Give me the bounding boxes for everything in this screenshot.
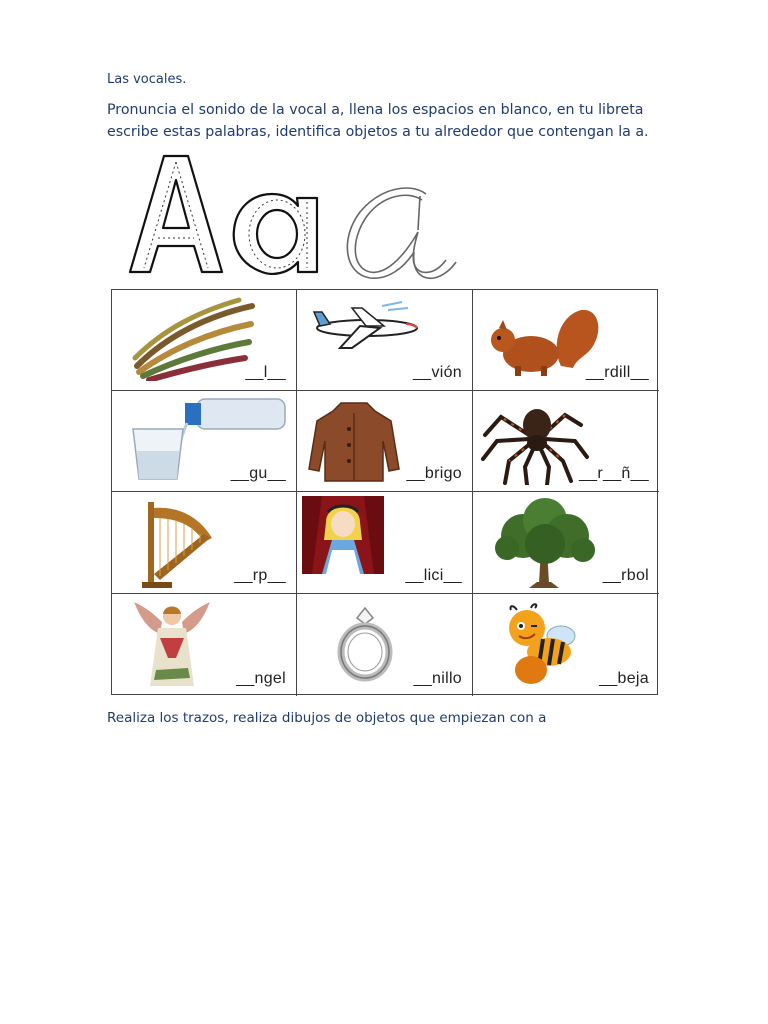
coat-icon (307, 399, 402, 484)
spider-icon (481, 395, 591, 485)
bee-icon (503, 602, 579, 688)
vocab-cell (473, 594, 659, 696)
tree-icon (489, 496, 599, 588)
word-blank: __l__ (245, 364, 286, 381)
worksheet-title: Las vocales. (107, 72, 187, 87)
word-blank: __nillo (413, 670, 462, 687)
word-blank: __vión (413, 364, 462, 381)
word-blank: __rbol (602, 567, 649, 584)
vocab-cell (112, 492, 297, 594)
vocab-cell (473, 290, 659, 391)
vocab-cell (297, 391, 473, 492)
vocab-cell (112, 290, 297, 391)
vocab-cell (112, 391, 297, 492)
vocab-cell (112, 594, 297, 696)
letter-a-tracing-icon (122, 150, 462, 280)
instructions-text: Pronuncia el sonido de la vocal a, llena los espacios en blanco, en tu libreta escribe estas palabras, identifica objetos a tu alrededor que contengan la a. (107, 102, 649, 140)
word-blank: __rp__ (234, 567, 286, 584)
word-blank: __ngel (236, 670, 286, 687)
harp-icon (140, 498, 220, 588)
angel-icon (132, 598, 212, 690)
word-blank: __rdill__ (585, 364, 649, 381)
alice-icon (302, 496, 384, 574)
ring-icon (335, 604, 395, 684)
footer-instructions: Realiza los trazos, realiza dibujos de objetos que empiezan con a (107, 710, 547, 726)
word-blank: __beja (599, 670, 649, 687)
airplane-icon (312, 296, 422, 356)
word-blank: __lici__ (405, 567, 462, 584)
vocab-cell (297, 290, 473, 391)
word-blank: __r__ñ__ (578, 465, 649, 482)
squirrel-icon (481, 296, 601, 381)
vocabulary-grid (111, 289, 658, 695)
vocab-cell (473, 391, 659, 492)
word-blank: __gu__ (230, 465, 286, 482)
vocab-cell (297, 492, 473, 594)
wing-icon (127, 296, 257, 381)
word-blank: __brigo (406, 465, 462, 482)
vocab-cell (297, 594, 473, 696)
vocab-cell (473, 492, 659, 594)
